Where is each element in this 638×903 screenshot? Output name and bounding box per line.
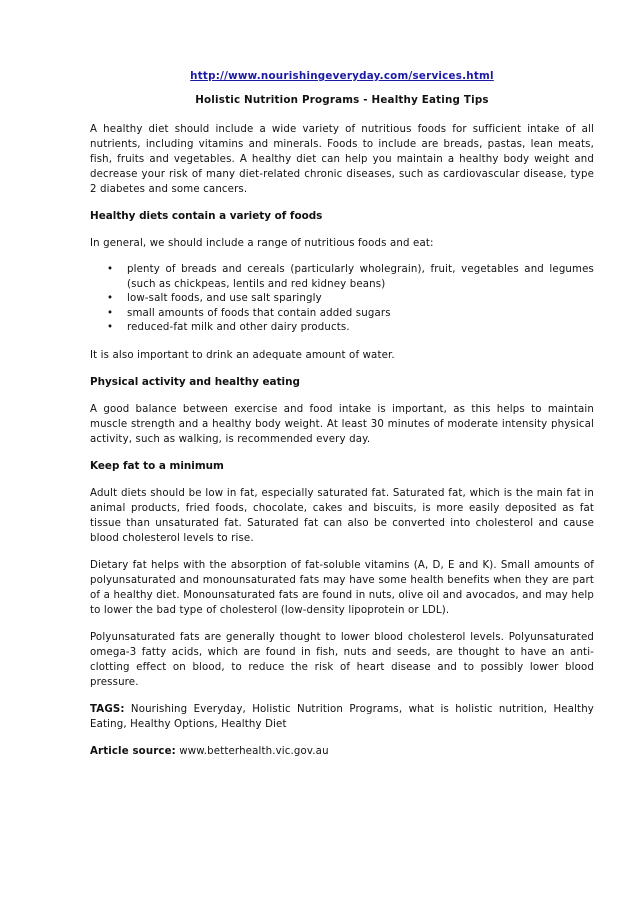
- article-source-label: Article source:: [90, 745, 176, 757]
- section-heading-fat: Keep fat to a minimum: [90, 459, 224, 472]
- list-item: • low-salt foods, and use salt sparingly: [127, 292, 594, 307]
- list-item: • small amounts of foods that contain added sugars: [127, 307, 594, 322]
- section-heading-variety: Healthy diets contain a variety of foods: [90, 210, 323, 222]
- tags-label: TAGS:: [90, 703, 125, 715]
- fat-paragraph-2: Dietary fat helps with the absorption of fat-soluble vitamins (A, D, E and K). Small amounts of polyunsaturated and monounsaturated fats may have some health benefits when they are part of a healthy diet. Monounsaturated fats are found in nuts, olive oil and avocados, and may help to lower the bad type of cholesterol (low-density lipoprotein or LDL).: [90, 559, 594, 616]
- section-heading-activity: Physical activity and healthy eating: [90, 375, 300, 388]
- section-variety-lead: In general, we should include a range of nutritious foods and eat:: [90, 238, 434, 249]
- tags-text: Nourishing Everyday, Holistic Nutrition Programs, what is holistic nutrition, Healthy Eating, Healthy Options, Healthy Diet: [90, 703, 594, 730]
- fat-paragraph-1: Adult diets should be low in fat, especially saturated fat. Saturated fat, which is the main fat in animal products, fried foods, chocolate, cakes and biscuits, is more easily deposited as fat tissue than unsaturated fat. Saturated fat can also be converted into cholesterol and cause blood cholesterol levels to rise.: [90, 487, 594, 544]
- intro-paragraph: A healthy diet should include a wide variety of nutritious foods for sufficient intake of all nutrients, including vitamins and minerals. Foods to include are breads, pastas, lean meats, fish, fruits and vegetables. A healthy diet can help you maintain a healthy body weight and decrease your risk of many diet-related chronic diseases, such as cardiovascular disease, type 2 diabetes and some cancers.: [90, 124, 594, 195]
- document-title: Holistic Nutrition Programs - Healthy Eating Tips: [195, 94, 489, 106]
- article-source-text: www.betterhealth.vic.gov.au: [179, 745, 329, 757]
- list-item: • reduced-fat milk and other dairy products.: [127, 321, 594, 336]
- source-url-link[interactable]: http://www.nourishingeveryday.com/services.html: [190, 70, 494, 82]
- fat-paragraph-3: Polyunsaturated fats are generally thought to lower blood cholesterol levels. Polyunsaturated omega-3 fatty acids, which are found in fish, nuts and seeds, are thought to have an anti-clotting effect on blood, to reduce the risk of heart disease and to possibly lower blood pressure.: [90, 631, 594, 688]
- activity-paragraph: A good balance between exercise and food intake is important, as this helps to maintain muscle strength and a healthy body weight. At least 30 minutes of moderate intensity physical activity, such as walking, is recommended every day.: [90, 403, 594, 445]
- article-source-paragraph: [90, 744, 594, 759]
- list-item: • plenty of breads and cereals (particularly wholegrain), fruit, vegetables and legumes (such as chickpeas, lentils and red kidney beans): [127, 263, 594, 292]
- water-paragraph: It is also important to drink an adequate amount of water.: [90, 349, 395, 361]
- tags-paragraph: [90, 702, 594, 732]
- food-list: [90, 263, 594, 336]
